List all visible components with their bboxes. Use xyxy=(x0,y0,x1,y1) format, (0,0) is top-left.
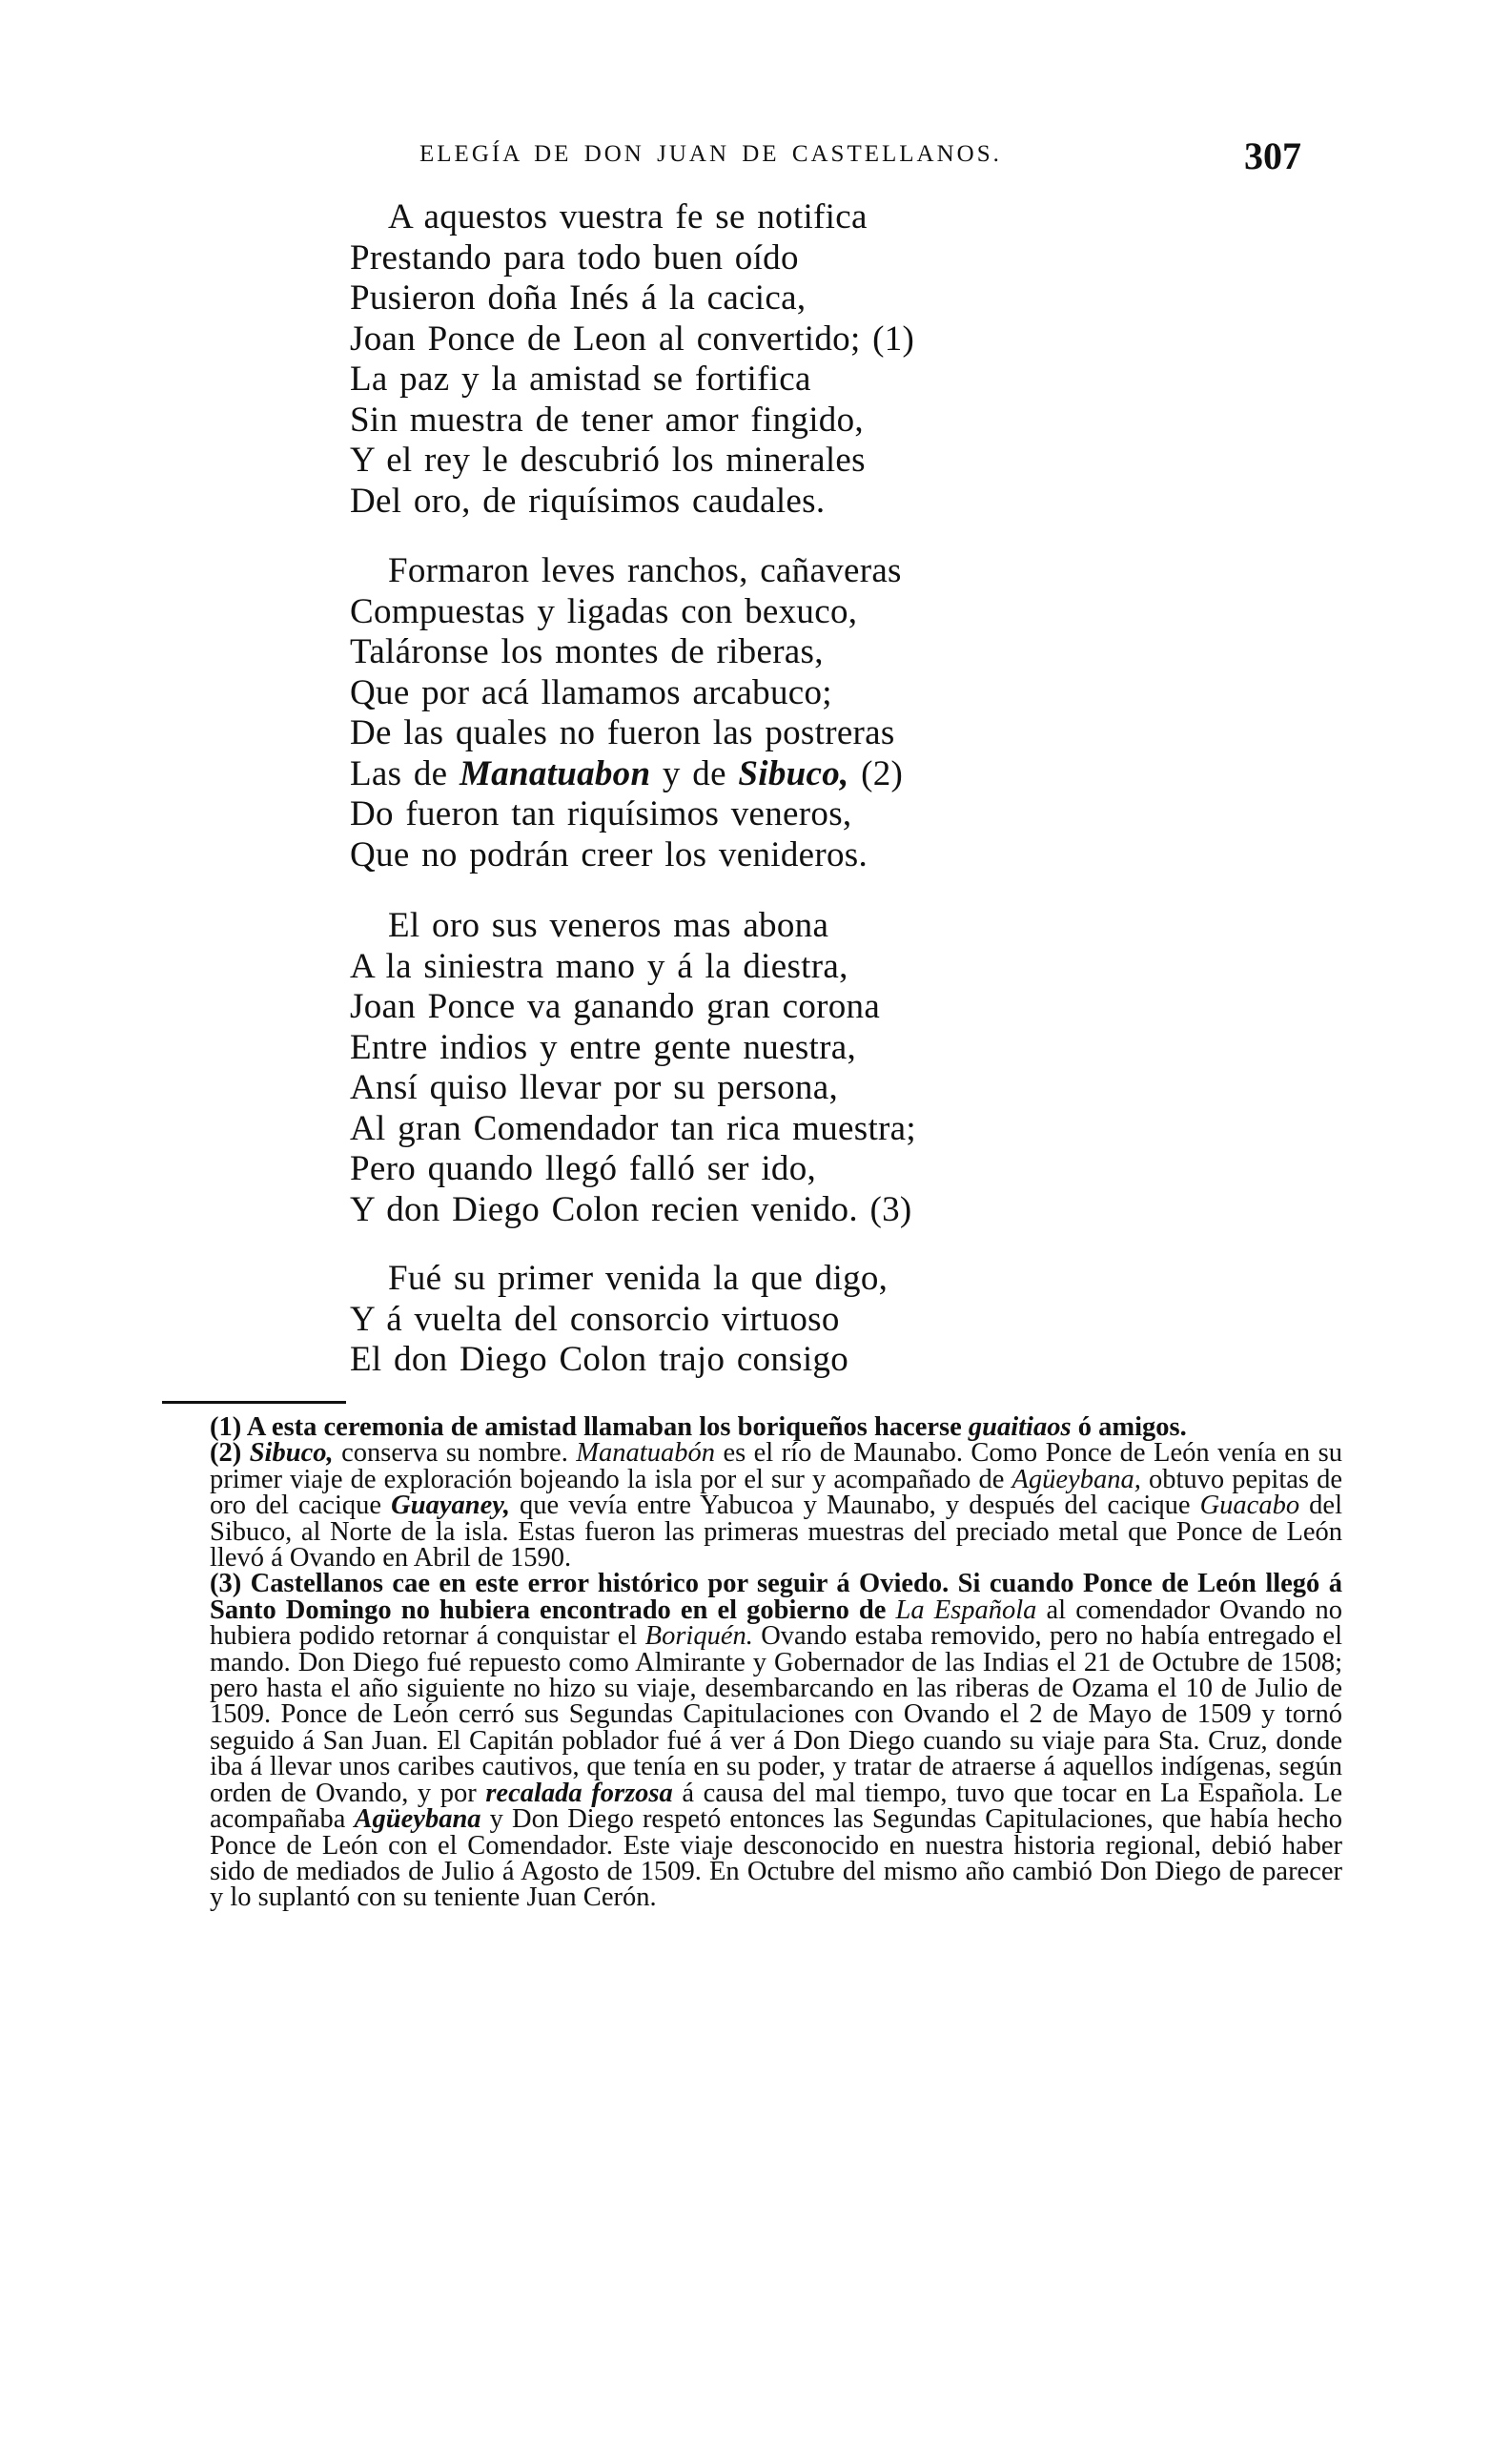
term-agueybana: Agüeybana xyxy=(354,1804,481,1835)
footnote-text: es el río de Maunabo. Como Ponce de León venía en su primer viaje de exploración bojeando la isla por el sur y acompañado de xyxy=(210,1438,1342,1494)
footnote-text: que vevía entre Yabucoa y Maunabo, y después del cacique xyxy=(509,1491,1200,1521)
verse-line: Entre indios y entre gente nuestra, xyxy=(350,1027,856,1067)
footnote-number: (2) xyxy=(210,1438,250,1469)
term-guayaney: Guayaney, xyxy=(391,1491,510,1521)
stanza-1 xyxy=(350,197,1360,522)
verse-line: Del oro, de riquísimos caudales. xyxy=(350,481,826,521)
footnote-text: obtuvo pepitas de oro del cacique xyxy=(210,1464,1342,1521)
footnote-2 xyxy=(160,1438,1342,1574)
term-la-espanola: La Española xyxy=(895,1594,1037,1625)
footnote-text xyxy=(160,1569,1342,1913)
footnote-text-bold: (3) Castellanos cae en este error histórico por seguir á Oviedo. Si cuando Ponce de León llegó á Santo Domingo no hubiera encontrado en el gobierno de xyxy=(210,1569,1342,1625)
term-boriquen: Boriquén. xyxy=(644,1621,753,1652)
verse-line: El oro sus veneros mas abona xyxy=(388,906,829,945)
verse-line: Y á vuelta del consorcio virtuoso xyxy=(350,1299,840,1339)
verse-text: y de xyxy=(650,753,739,793)
footnote-text: á causa del mal tiempo, tuvo que tocar en La Española. Le acompañaba xyxy=(210,1778,1342,1835)
verse-line: Pusieron doña Inés á la cacica, xyxy=(350,278,807,318)
verse-line: Joan Ponce de Leon al convertido; (1) xyxy=(350,319,915,359)
verse-line: Fué su primer venida la que digo, xyxy=(388,1259,889,1298)
term-manatuabon: Manatuabón xyxy=(576,1438,715,1469)
verse-line: A aquestos vuestra fe se notifica xyxy=(388,197,868,237)
footnote-ref: (2) xyxy=(848,753,904,793)
stanza-4 xyxy=(350,1259,1360,1381)
footnotes xyxy=(160,1414,1342,1911)
footnote-text xyxy=(160,1438,1342,1574)
verse-line: Formaron leves ranchos, cañaveras xyxy=(388,551,902,590)
page-number: 307 xyxy=(1244,134,1301,177)
footnote-text-bold: ó amigos. xyxy=(1071,1412,1187,1442)
term-sibuco: Sibuco, xyxy=(249,1438,334,1469)
footnote-text-bold: (1) A esta ceremonia de amistad llamaban los boriqueños hacerse xyxy=(210,1412,969,1442)
footnote-text: Ovando estaba removido, pero no había entregado el mando. Don Diego fué repuesto como Almirante y Gobernador de las Indias el 21 de Octubre de 1508; pero hasta el año siguiente no hizo su viaje, desembarcando en las riberas de Ozama el 10 de Julio de 1509. Ponce de León cerró sus Segundas Capitulaciones con Ovando el 2 de Mayo de 1509 y tornó seguido á San Juan. El Capitán poblador fué á ver á Don Diego cuando su viaje para Sta. Cruz, donde iba á llevar unos caribes cautivos, que tenía en su poder, y tratar de atraerse á aquellos indígenas, según orden de Ovando, y por xyxy=(210,1621,1342,1808)
verse-line: Al gran Comendador tan rica muestra; xyxy=(350,1108,916,1148)
verse-line xyxy=(350,754,1360,795)
footnote-text: al comendador Ovando no hubiera podido retornar á conquistar el xyxy=(210,1594,1342,1652)
verse-line: Do fueron tan riquísimos veneros, xyxy=(350,794,852,833)
stanza-2 xyxy=(350,551,1360,875)
verse-line: Pero quando llegó falló ser ido, xyxy=(350,1149,817,1188)
verse-line: Taláronse los montes de riberas, xyxy=(350,632,824,671)
footnote-3 xyxy=(160,1569,1342,1913)
verse-line: Y don Diego Colon recien venido. (3) xyxy=(350,1189,912,1229)
verse-line: Prestando para todo buen oído xyxy=(350,237,799,278)
running-title: ELEGÍA DE DON JUAN DE CASTELLANOS. xyxy=(419,141,1002,167)
verse-line: Que no podrán creer los venideros. xyxy=(350,834,868,874)
verse-line: Que por acá llamamos arcabuco; xyxy=(350,672,832,712)
verse-line: Joan Ponce va ganando gran corona xyxy=(350,987,881,1026)
footnote-1 xyxy=(160,1414,1342,1440)
verse-line: Ansí quiso llevar por su persona, xyxy=(350,1068,838,1107)
footnote-text: conserva su nombre. xyxy=(333,1438,577,1469)
verse-line: Compuestas y ligadas con bexuco, xyxy=(350,591,858,631)
term-recalada-forzosa: recalada forzosa xyxy=(485,1778,673,1808)
verse-line: A la siniestra mano y á la diestra, xyxy=(350,946,848,986)
verse-line: El don Diego Colon trajo consigo xyxy=(350,1340,849,1379)
place-name-manatuabon: Manatuabon xyxy=(459,753,651,793)
verse-line: Y el rey le descubrió los minerales xyxy=(350,441,866,480)
footnote-text: y Don Diego respetó entonces las Segundas Capitulaciones, que había hecho Ponce de León con el Comendador. Este viaje desconocido en nuestra historia regional, debió haber sido de mediados de Julio á Agosto de 1509. En Octubre del mismo año cambió Don Diego de parecer y lo suplantó con su teniente Juan Cerón. xyxy=(210,1804,1342,1913)
verse-text: Las de xyxy=(350,753,460,793)
footnote-text xyxy=(160,1414,1342,1440)
term-guaitiaos: guaitiaos xyxy=(968,1412,1072,1442)
term-agueybana: Agüeybana, xyxy=(1011,1464,1141,1494)
footnote-text: del Sibuco, al Norte de la isla. Estas fueron las primeras muestras del preciado metal que Ponce de León llevó á Ovando en Abril de 1590. xyxy=(210,1491,1342,1574)
verse-line: La paz y la amistad se fortifica xyxy=(350,360,811,399)
place-name-sibuco: Sibuco, xyxy=(738,753,849,793)
stanza-3 xyxy=(350,906,1360,1230)
verse-line: Sin muestra de tener amor fingido, xyxy=(350,400,864,440)
term-guacabo: Guacabo xyxy=(1199,1491,1300,1521)
footnote-divider xyxy=(162,1401,346,1404)
verse-line: De las quales no fueron las postreras xyxy=(350,713,895,752)
